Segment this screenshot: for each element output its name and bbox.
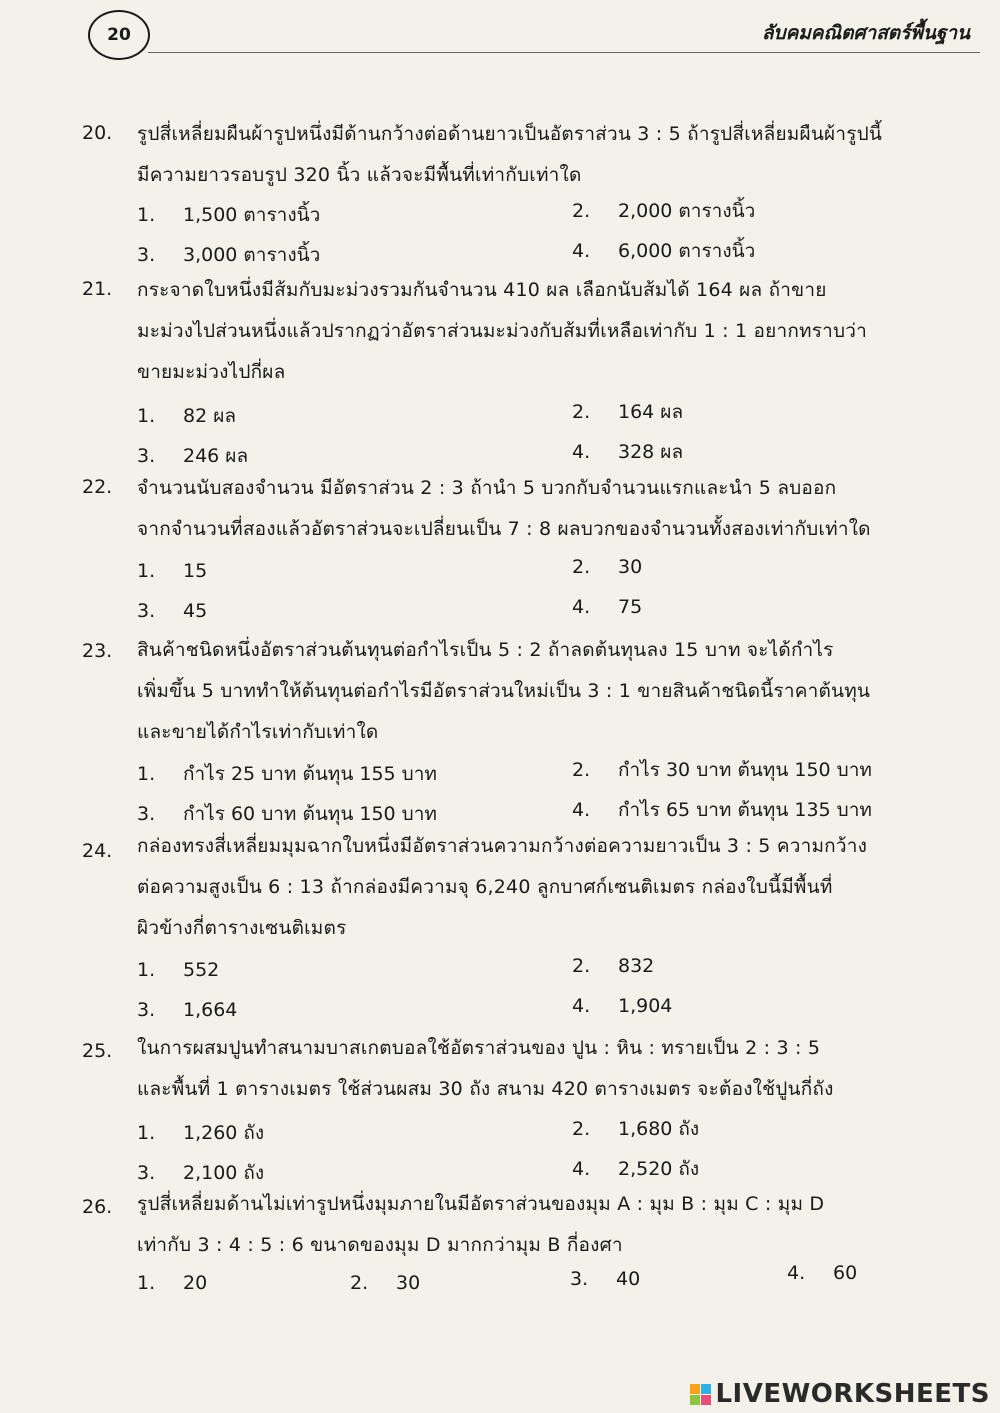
- option-1[interactable]: [137, 560, 207, 582]
- question-22: [82, 468, 980, 630]
- question-text: [137, 630, 980, 753]
- option-number: 1.: [137, 560, 156, 582]
- option-list: [137, 196, 980, 276]
- logo-square: [701, 1384, 711, 1394]
- option-list: [137, 1110, 980, 1190]
- question-line: จำนวนนับสองจำนวน มีอัตราส่วน 2 : 3 ถ้านำ 5 บวกกับจำนวนแรกและนำ 5 ลบออก: [137, 477, 837, 499]
- question-line: มีความยาวรอบรูป 320 นิ้ว แล้วจะมีพื้นที่เท่ากับเท่าใด: [137, 164, 582, 186]
- option-list: [137, 393, 980, 473]
- option-text: 1,680 ถัง: [618, 1118, 700, 1140]
- option-text: 82 ผล: [183, 405, 236, 427]
- option-4[interactable]: [572, 236, 755, 266]
- question-line: เพิ่มขึ้น 5 บาททำให้ต้นทุนต่อกำไรมีอัตราส่วนใหม่เป็น 3 : 1 ขายสินค้าชนิดนี้ราคาต้นทุน: [137, 680, 871, 702]
- option-number: 3.: [137, 244, 156, 266]
- page-number: [88, 10, 150, 60]
- option-1[interactable]: [137, 1272, 207, 1294]
- option-number: 1.: [137, 763, 156, 785]
- option-text: 1,500 ตารางนิ้ว: [183, 204, 321, 226]
- question-25: [82, 1028, 980, 1190]
- option-number: 4.: [572, 441, 591, 463]
- option-text: 2,100 ถัง: [183, 1162, 265, 1184]
- question-line: ต่อความสูงเป็น 6 : 13 ถ้ากล่องมีความจุ 6,240 ลูกบาศก์เซนติเมตร กล่องใบนี้มีพื้นที่: [137, 876, 833, 898]
- option-text: 1,904: [618, 995, 673, 1017]
- logo-square: [690, 1384, 700, 1394]
- question-line: ในการผสมปูนทำสนามบาสเกตบอลใช้อัตราส่วนของ ปูน : หิน : ทรายเป็น 2 : 3 : 5: [137, 1037, 821, 1059]
- question-text: [137, 826, 980, 949]
- question-text: [137, 270, 980, 393]
- option-number: 1.: [137, 204, 156, 226]
- book-title: ลับคมคณิตศาสตร์พื้นฐาน: [761, 22, 970, 44]
- option-number: 1.: [137, 1122, 156, 1144]
- question-line: รูปสี่เหลี่ยมด้านไม่เท่ารูปหนึ่งมุมภายในมีอัตราส่วนของมุม A : มุม B : มุม C : มุม D: [137, 1193, 825, 1215]
- option-text: 30: [618, 556, 643, 578]
- option-text: 20: [183, 1272, 208, 1294]
- option-4[interactable]: [787, 1262, 857, 1284]
- option-text: กำไร 65 บาท ต้นทุน 135 บาท: [618, 799, 872, 821]
- option-text: 328 ผล: [618, 441, 684, 463]
- option-1[interactable]: [137, 200, 320, 230]
- question-text: [137, 114, 980, 196]
- option-number: 2.: [572, 200, 591, 222]
- option-text: 3,000 ตารางนิ้ว: [183, 244, 321, 266]
- option-3[interactable]: [570, 1268, 640, 1290]
- option-number: 3.: [137, 1162, 156, 1184]
- question-number: 23.: [82, 640, 113, 662]
- option-number: 4.: [787, 1262, 806, 1284]
- option-3[interactable]: [137, 240, 320, 270]
- option-1[interactable]: [137, 759, 437, 789]
- option-text: 164 ผล: [618, 401, 684, 423]
- option-text: 60: [833, 1262, 858, 1284]
- question-number: 22.: [82, 476, 113, 498]
- question-line: และพื้นที่ 1 ตารางเมตร ใช้ส่วนผสม 30 ถัง สนาม 420 ตารางเมตร จะต้องใช้ปูนกี่ถัง: [137, 1078, 834, 1100]
- question-line: รูปสี่เหลี่ยมผืนผ้ารูปหนึ่งมีด้านกว้างต่อด้านยาวเป็นอัตราส่วน 3 : 5 ถ้ารูปสี่เหลี่ยมผืนผ้ารูปนี้: [137, 123, 883, 145]
- option-text: 75: [618, 596, 643, 618]
- question-23: [82, 630, 980, 833]
- option-number: 3.: [137, 445, 156, 467]
- question-21: [82, 270, 980, 473]
- question-line: เท่ากับ 3 : 4 : 5 : 6 ขนาดของมุม D มากกว่ามุม B กี่องศา: [137, 1234, 623, 1256]
- question-line: ขายมะม่วงไปกี่ผล: [137, 361, 286, 383]
- option-number: 4.: [572, 596, 591, 618]
- option-1[interactable]: [137, 1118, 264, 1148]
- option-4[interactable]: [572, 596, 642, 618]
- option-number: 4.: [572, 995, 591, 1017]
- option-number: 2.: [572, 401, 591, 423]
- liveworksheets-text: LIVEWORKSHEETS: [715, 1379, 990, 1409]
- question-number: 25.: [82, 1040, 113, 1062]
- option-4[interactable]: [572, 1154, 699, 1184]
- option-3[interactable]: [137, 999, 237, 1021]
- question-number: 26.: [82, 1196, 113, 1218]
- option-number: 3.: [137, 803, 156, 825]
- option-number: 3.: [570, 1268, 589, 1290]
- liveworksheets-icon: [690, 1384, 711, 1405]
- question-line: จากจำนวนที่สองแล้วอัตราส่วนจะเปลี่ยนเป็น 7 : 8 ผลบวกของจำนวนทั้งสองเท่ากับเท่าใด: [137, 518, 871, 540]
- option-list: [137, 949, 980, 1029]
- option-list: [137, 753, 980, 833]
- question-line: มะม่วงไปส่วนหนึ่งแล้วปรากฏว่าอัตราส่วนมะม่วงกับส้มที่เหลือเท่ากับ 1 : 1 อยากทราบว่า: [137, 320, 868, 342]
- option-text: 45: [183, 600, 208, 622]
- option-list: [137, 550, 980, 630]
- option-number: 1.: [137, 959, 156, 981]
- option-2[interactable]: [572, 196, 755, 226]
- question-line: กระจาดใบหนึ่งมีส้มกับมะม่วงรวมกันจำนวน 410 ผล เลือกนับส้มได้ 164 ผล ถ้าขาย: [137, 279, 827, 301]
- option-4[interactable]: [572, 995, 672, 1017]
- question-24: [82, 826, 980, 1029]
- option-number: 4.: [572, 240, 591, 262]
- option-number: 4.: [572, 1158, 591, 1180]
- question-20: [82, 114, 980, 276]
- option-2[interactable]: [572, 556, 642, 578]
- option-text: 2,520 ถัง: [618, 1158, 700, 1180]
- option-4[interactable]: [572, 795, 872, 825]
- question-text: [137, 468, 980, 550]
- question-line: กล่องทรงสี่เหลี่ยมมุมฉากใบหนึ่งมีอัตราส่วนความกว้างต่อความยาวเป็น 3 : 5 ความกว้าง: [137, 835, 868, 857]
- option-text: 30: [396, 1272, 421, 1294]
- option-2[interactable]: [572, 755, 872, 785]
- option-text: กำไร 60 บาท ต้นทุน 150 บาท: [183, 803, 437, 825]
- page-number-text: 20: [107, 25, 131, 45]
- option-3[interactable]: [137, 441, 248, 471]
- option-2[interactable]: [350, 1272, 420, 1294]
- option-number: 2.: [572, 1118, 591, 1140]
- option-4[interactable]: [572, 437, 683, 467]
- question-line: และขายได้กำไรเท่ากับเท่าใด: [137, 721, 379, 743]
- option-1[interactable]: [137, 401, 236, 431]
- option-number: 2.: [572, 759, 591, 781]
- option-text: กำไร 25 บาท ต้นทุน 155 บาท: [183, 763, 437, 785]
- option-text: 6,000 ตารางนิ้ว: [618, 240, 756, 262]
- option-1[interactable]: [137, 959, 219, 981]
- option-number: 2.: [572, 955, 591, 977]
- option-number: 2.: [350, 1272, 369, 1294]
- option-text: 1,664: [183, 999, 238, 1021]
- option-3[interactable]: [137, 600, 207, 622]
- option-text: 1,260 ถัง: [183, 1122, 265, 1144]
- option-3[interactable]: [137, 799, 437, 829]
- question-text: [137, 1184, 980, 1266]
- option-text: 552: [183, 959, 220, 981]
- logo-square: [690, 1395, 700, 1405]
- option-list: [137, 1262, 980, 1306]
- option-number: 1.: [137, 405, 156, 427]
- option-text: 246 ผล: [183, 445, 249, 467]
- question-number: 21.: [82, 278, 113, 300]
- option-text: 15: [183, 560, 208, 582]
- option-2[interactable]: [572, 1114, 699, 1144]
- option-2[interactable]: [572, 397, 683, 427]
- option-2[interactable]: [572, 955, 654, 977]
- option-number: 2.: [572, 556, 591, 578]
- header-divider: [148, 52, 980, 53]
- option-text: 40: [616, 1268, 641, 1290]
- option-text: 832: [618, 955, 655, 977]
- question-line: ผิวข้างกี่ตารางเซนติเมตร: [137, 917, 347, 939]
- option-text: 2,000 ตารางนิ้ว: [618, 200, 756, 222]
- option-number: 3.: [137, 999, 156, 1021]
- question-number: 20.: [82, 122, 113, 144]
- option-number: 1.: [137, 1272, 156, 1294]
- question-number: 24.: [82, 840, 113, 862]
- question-line: สินค้าชนิดหนึ่งอัตราส่วนต้นทุนต่อกำไรเป็น 5 : 2 ถ้าลดต้นทุนลง 15 บาท จะได้กำไร: [137, 639, 834, 661]
- option-number: 3.: [137, 600, 156, 622]
- option-number: 4.: [572, 799, 591, 821]
- logo-square: [701, 1395, 711, 1405]
- liveworksheets-logo[interactable]: [690, 1379, 990, 1409]
- question-26: [82, 1184, 980, 1306]
- question-text: [137, 1028, 980, 1110]
- option-text: กำไร 30 บาท ต้นทุน 150 บาท: [618, 759, 872, 781]
